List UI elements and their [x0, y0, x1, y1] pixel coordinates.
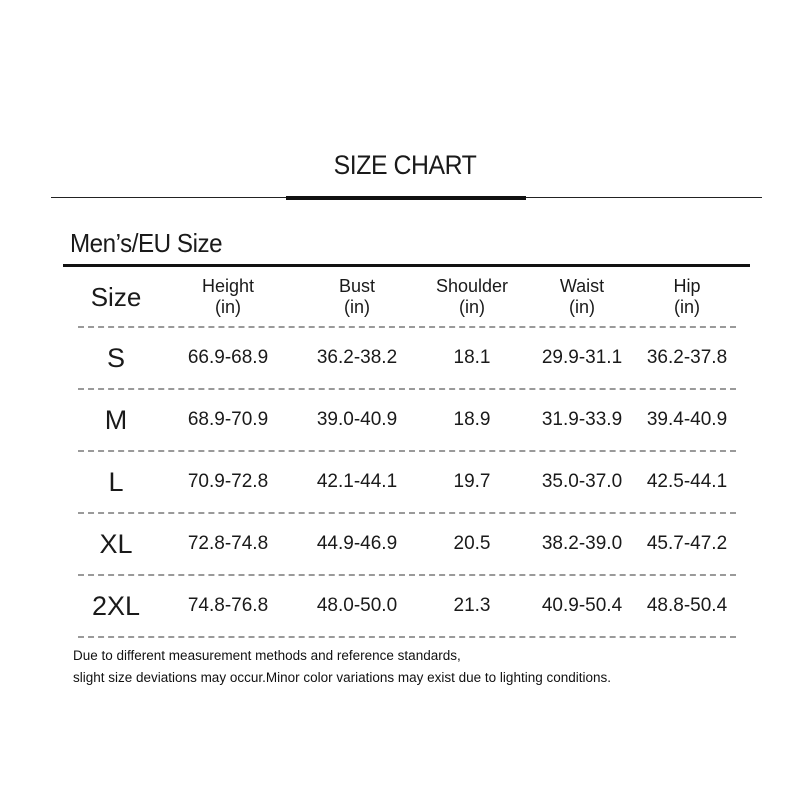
disclaimer-line-2: slight size deviations may occur.Minor color variations may exist due to lighting conditions. [73, 670, 612, 685]
waist-value: 31.9-33.9 [541, 409, 623, 430]
shoulder-value: 18.9 [453, 409, 491, 430]
shoulder-value: 21.3 [453, 595, 491, 616]
column-header-unit: (in) [674, 297, 700, 317]
table-row [78, 390, 736, 452]
hip-value: 36.2-37.8 [646, 347, 728, 368]
column-header-unit: (in) [344, 297, 370, 317]
section-divider [63, 264, 750, 267]
waist-value: 35.0-37.0 [541, 471, 623, 492]
column-header-shoulder [428, 268, 516, 326]
table-header-row [78, 268, 736, 328]
shoulder-value: 19.7 [453, 471, 491, 492]
column-header-label: Bust [338, 276, 376, 296]
column-header-unit: (in) [459, 297, 485, 317]
hip-value: 48.8-50.4 [646, 595, 728, 616]
size-label: XL [99, 529, 133, 559]
column-header-height [170, 268, 286, 326]
height-value: 66.9-68.9 [187, 347, 269, 368]
column-header-waist [528, 268, 636, 326]
page-title: SIZE CHART [333, 150, 477, 180]
waist-value: 38.2-39.0 [541, 533, 623, 554]
bust-value: 48.0-50.0 [316, 595, 398, 616]
height-value: 74.8-76.8 [187, 595, 269, 616]
height-value: 72.8-74.8 [187, 533, 269, 554]
size-label: L [108, 467, 124, 497]
size-label: S [106, 343, 125, 373]
column-header-unit: (in) [569, 297, 595, 317]
bust-value: 42.1-44.1 [316, 471, 398, 492]
column-header-unit: (in) [215, 297, 241, 317]
shoulder-value: 20.5 [453, 533, 491, 554]
waist-value: 29.9-31.1 [541, 347, 623, 368]
waist-value: 40.9-50.4 [541, 595, 623, 616]
bust-value: 36.2-38.2 [316, 347, 398, 368]
column-header-size: Size [90, 281, 142, 312]
column-header-label: Waist [559, 276, 605, 296]
column-header-hip [638, 268, 736, 326]
bust-value: 39.0-40.9 [316, 409, 398, 430]
column-header-bust [298, 268, 416, 326]
column-header-label: Hip [673, 276, 701, 296]
hip-value: 45.7-47.2 [646, 533, 728, 554]
size-label: 2XL [91, 591, 141, 621]
table-row [78, 452, 736, 514]
table-row [78, 576, 736, 638]
hip-value: 39.4-40.9 [646, 409, 728, 430]
column-header-label: Height [201, 276, 255, 296]
section-heading: Men’s/EU Size [70, 228, 223, 258]
title-divider-accent [286, 196, 526, 200]
size-label: M [104, 405, 128, 435]
disclaimer-line-1: Due to different measurement methods and reference standards, [73, 648, 461, 663]
table-row [78, 514, 736, 576]
shoulder-value: 18.1 [453, 347, 491, 368]
column-header-label: Shoulder [435, 276, 509, 296]
height-value: 70.9-72.8 [187, 471, 269, 492]
bust-value: 44.9-46.9 [316, 533, 398, 554]
size-table [78, 268, 736, 638]
table-row [78, 328, 736, 390]
height-value: 68.9-70.9 [187, 409, 269, 430]
hip-value: 42.5-44.1 [646, 471, 728, 492]
